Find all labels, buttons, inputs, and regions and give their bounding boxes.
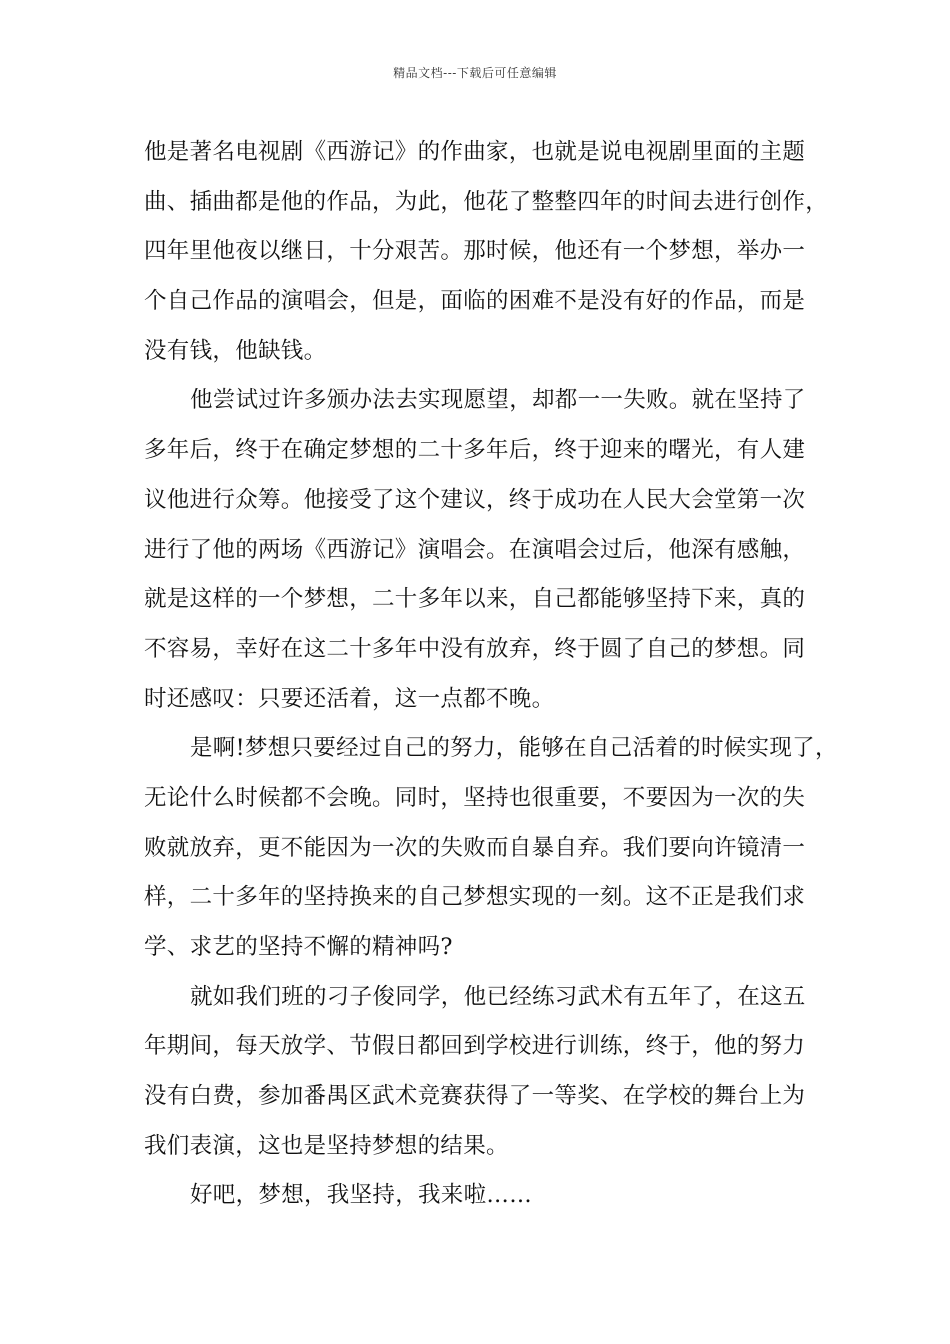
text-line: 时还感叹：只要还活着，这一点都不晚。 <box>144 685 555 712</box>
page-header: 精品文档---下载后可任意编辑 <box>393 66 557 80</box>
text-line: 多年后，终于在确定梦想的二十多年后，终于迎来的曙光，有人建 <box>144 437 806 464</box>
text-line: 样，二十多年的坚持换来的自己梦想实现的一刻。这不正是我们求 <box>144 884 806 911</box>
text-line: 我们表演，这也是坚持梦想的结果。 <box>144 1132 509 1159</box>
document-body <box>144 128 838 1221</box>
text-line: 议他进行众筹。他接受了这个建议，终于成功在人民大会堂第一次 <box>144 486 806 513</box>
text-line: 个自己作品的演唱会，但是，面临的困难不是没有好的作品，而是 <box>144 288 806 315</box>
paragraph <box>144 376 814 724</box>
text-line: 就是这样的一个梦想，二十多年以来，自己都能够坚持下来，真的 <box>144 586 806 613</box>
text-line: 没有钱，他缺钱。 <box>144 337 327 364</box>
paragraph <box>144 973 814 1172</box>
text-line: 无论什么时候都不会晚。同时，坚持也很重要，不要因为一次的失 <box>144 784 806 811</box>
text-line: 就如我们班的刁子俊同学，他已经练习武术有五年了，在这五 <box>190 983 806 1010</box>
text-line: 是啊!梦想只要经过自己的努力，能够在自己活着的时候实现了， <box>190 735 838 762</box>
text-line: 学、求艺的坚持不懈的精神吗? <box>144 934 453 960</box>
text-line: 没有白费，参加番禺区武术竞赛获得了一等奖、在学校的舞台上为 <box>144 1083 806 1110</box>
text-line: 他是著名电视剧《西游记》的作曲家，也就是说电视剧里面的主题 <box>144 139 806 165</box>
text-line: 年期间，每天放学、节假日都回到学校进行训练，终于，他的努力 <box>144 1033 806 1060</box>
text-line: 他尝试过许多颁办法去实现愿望，却都一一失败。就在坚持了 <box>190 387 806 414</box>
paragraph <box>144 724 838 972</box>
text-line: 好吧，梦想，我坚持，我来啦…… <box>190 1182 533 1209</box>
text-line: 曲、插曲都是他的作品，为此，他花了整整四年的时间去进行创作， <box>144 188 829 215</box>
text-line: 四年里他夜以继日，十分艰苦。那时候，他还有一个梦想，举办一 <box>144 238 806 265</box>
text-line: 进行了他的两场《西游记》演唱会。在演唱会过后，他深有感触， <box>144 536 806 563</box>
text-line: 不容易，幸好在这二十多年中没有放弃，终于圆了自己的梦想。同 <box>144 635 806 662</box>
paragraph <box>144 1171 814 1221</box>
text-line: 败就放弃，更不能因为一次的失败而自暴自弃。我们要向许镜清一 <box>144 834 806 861</box>
paragraph <box>144 128 829 376</box>
